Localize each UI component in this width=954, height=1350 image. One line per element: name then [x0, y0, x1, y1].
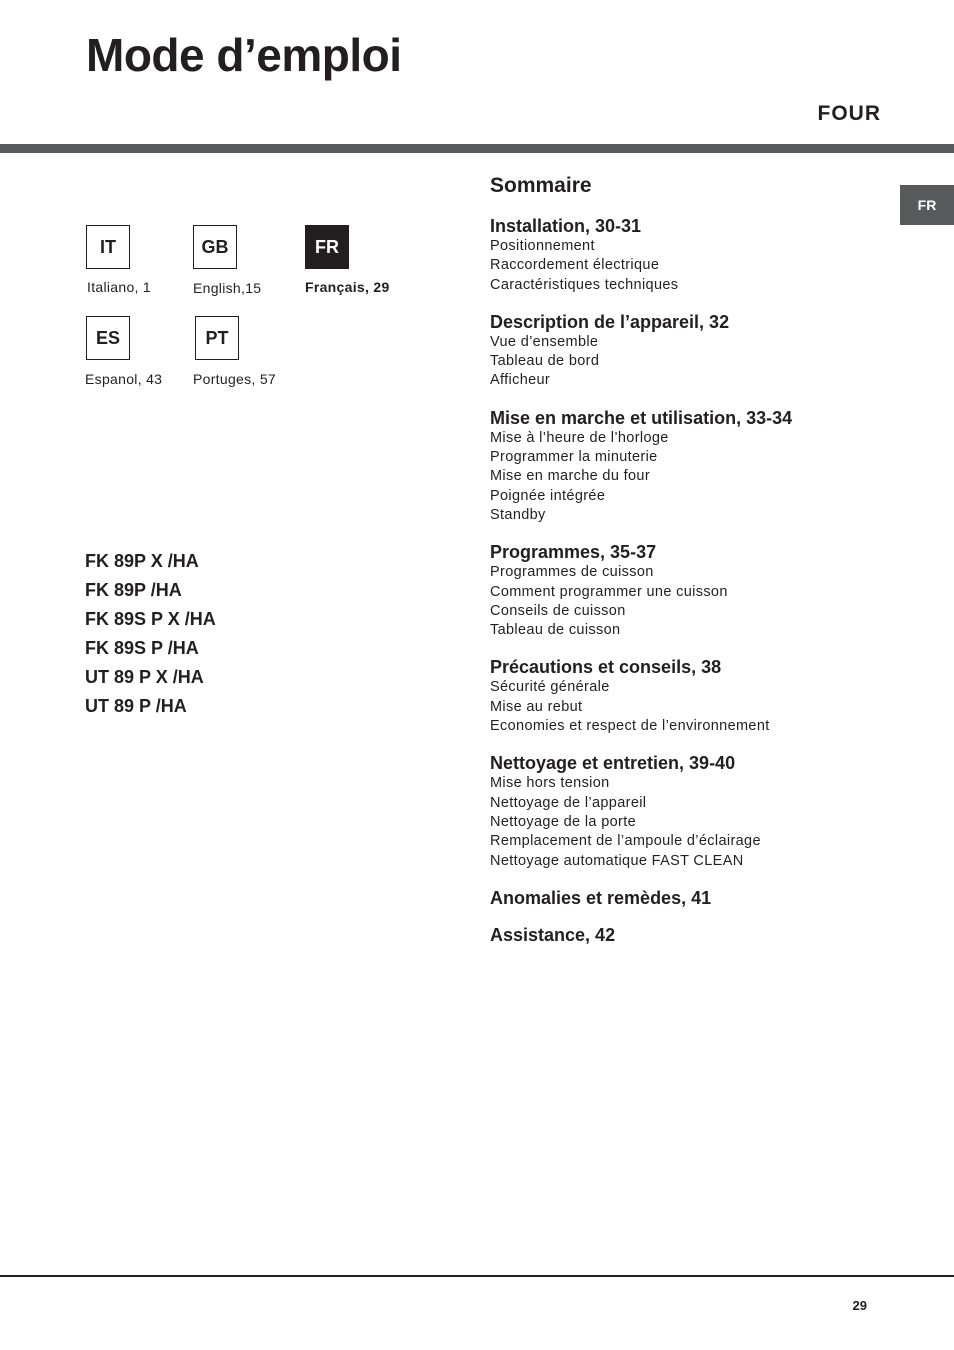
toc-section-title[interactable]: Nettoyage et entretien, 39-40: [490, 753, 736, 774]
model-item: FK 89P X /HA: [85, 551, 199, 571]
model-list: [85, 549, 216, 723]
toc-item[interactable]: Mise à l’heure de l’horloge: [490, 429, 669, 446]
toc-heading: Sommaire: [490, 174, 592, 197]
language-box-it[interactable]: IT: [86, 225, 130, 269]
toc-section-title[interactable]: Précautions et conseils, 38: [490, 657, 722, 678]
toc-section-utilisation: [490, 407, 910, 525]
language-side-tab: FR: [900, 185, 954, 225]
language-box-gb[interactable]: GB: [193, 225, 237, 269]
model-item: FK 89P /HA: [85, 580, 182, 600]
toc-section-nettoyage: [490, 752, 910, 870]
toc-item[interactable]: Nettoyage de l’appareil: [490, 794, 647, 811]
toc-section-title[interactable]: Installation, 30-31: [490, 216, 642, 236]
toc-item[interactable]: Comment programmer une cuisson: [490, 583, 728, 600]
toc-item[interactable]: Tableau de cuisson: [490, 622, 621, 639]
toc-item[interactable]: Tableau de bord: [490, 353, 600, 370]
language-label-es[interactable]: Espanol, 43: [85, 371, 163, 387]
page-title: Mode d’emploi: [86, 29, 402, 81]
language-box-pt[interactable]: PT: [195, 316, 239, 360]
footer-divider: [0, 1275, 954, 1277]
toc-item[interactable]: Mise au rebut: [490, 698, 583, 715]
toc-item[interactable]: Vue d’ensemble: [490, 333, 599, 350]
toc-item[interactable]: Caractéristiques techniques: [490, 276, 679, 293]
toc-section-title[interactable]: Description de l’appareil, 32: [490, 311, 730, 332]
toc-section-programmes: [490, 541, 910, 640]
language-label-pt[interactable]: Portuges, 57: [193, 371, 276, 387]
model-item: FK 89S P X /HA: [85, 609, 216, 629]
toc-item[interactable]: Standby: [490, 506, 546, 523]
toc-item[interactable]: Afficheur: [490, 372, 551, 389]
language-box-fr[interactable]: FR: [305, 225, 349, 269]
toc-item[interactable]: Raccordement électrique: [490, 257, 660, 274]
toc-item[interactable]: Positionnement: [490, 238, 595, 254]
toc-item[interactable]: Mise hors tension: [490, 775, 610, 792]
toc-item[interactable]: Remplacement de l’ampoule d’éclairage: [490, 833, 761, 850]
toc-section-description: [490, 311, 910, 391]
language-label-gb[interactable]: English,15: [193, 280, 262, 296]
toc-section-assistance: [490, 924, 910, 946]
language-label-it[interactable]: Italiano, 1: [87, 279, 152, 295]
toc-item[interactable]: Programmes de cuisson: [490, 564, 654, 581]
toc-section-title[interactable]: Mise en marche et utilisation, 33-34: [490, 407, 793, 428]
table-of-contents: [490, 215, 910, 962]
toc-item[interactable]: Poignée intégrée: [490, 487, 606, 504]
toc-item[interactable]: Mise en marche du four: [490, 468, 651, 485]
toc-section-title[interactable]: Anomalies et remèdes, 41: [490, 887, 712, 908]
model-item: UT 89 P /HA: [85, 696, 187, 716]
toc-item[interactable]: Programmer la minuterie: [490, 449, 658, 466]
toc-section-installation: [490, 215, 910, 295]
toc-section-anomalies: [490, 887, 910, 909]
toc-item[interactable]: Conseils de cuisson: [490, 602, 626, 619]
toc-item[interactable]: Nettoyage automatique FAST CLEAN: [490, 852, 744, 869]
model-item: FK 89S P /HA: [85, 638, 199, 658]
toc-item[interactable]: Economies et respect de l’environnement: [490, 718, 770, 735]
language-label-fr[interactable]: Français, 29: [305, 279, 390, 295]
toc-item[interactable]: Sécurité générale: [490, 679, 610, 696]
product-category: FOUR: [817, 102, 881, 125]
toc-item[interactable]: Nettoyage de la porte: [490, 813, 636, 830]
language-box-es[interactable]: ES: [86, 316, 130, 360]
model-item: UT 89 P X /HA: [85, 667, 204, 687]
toc-section-title[interactable]: Assistance, 42: [490, 924, 616, 945]
toc-section-title[interactable]: Programmes, 35-37: [490, 542, 657, 563]
header-divider: [0, 144, 954, 153]
toc-section-precautions: [490, 656, 910, 736]
page-number: 29: [852, 1298, 867, 1313]
